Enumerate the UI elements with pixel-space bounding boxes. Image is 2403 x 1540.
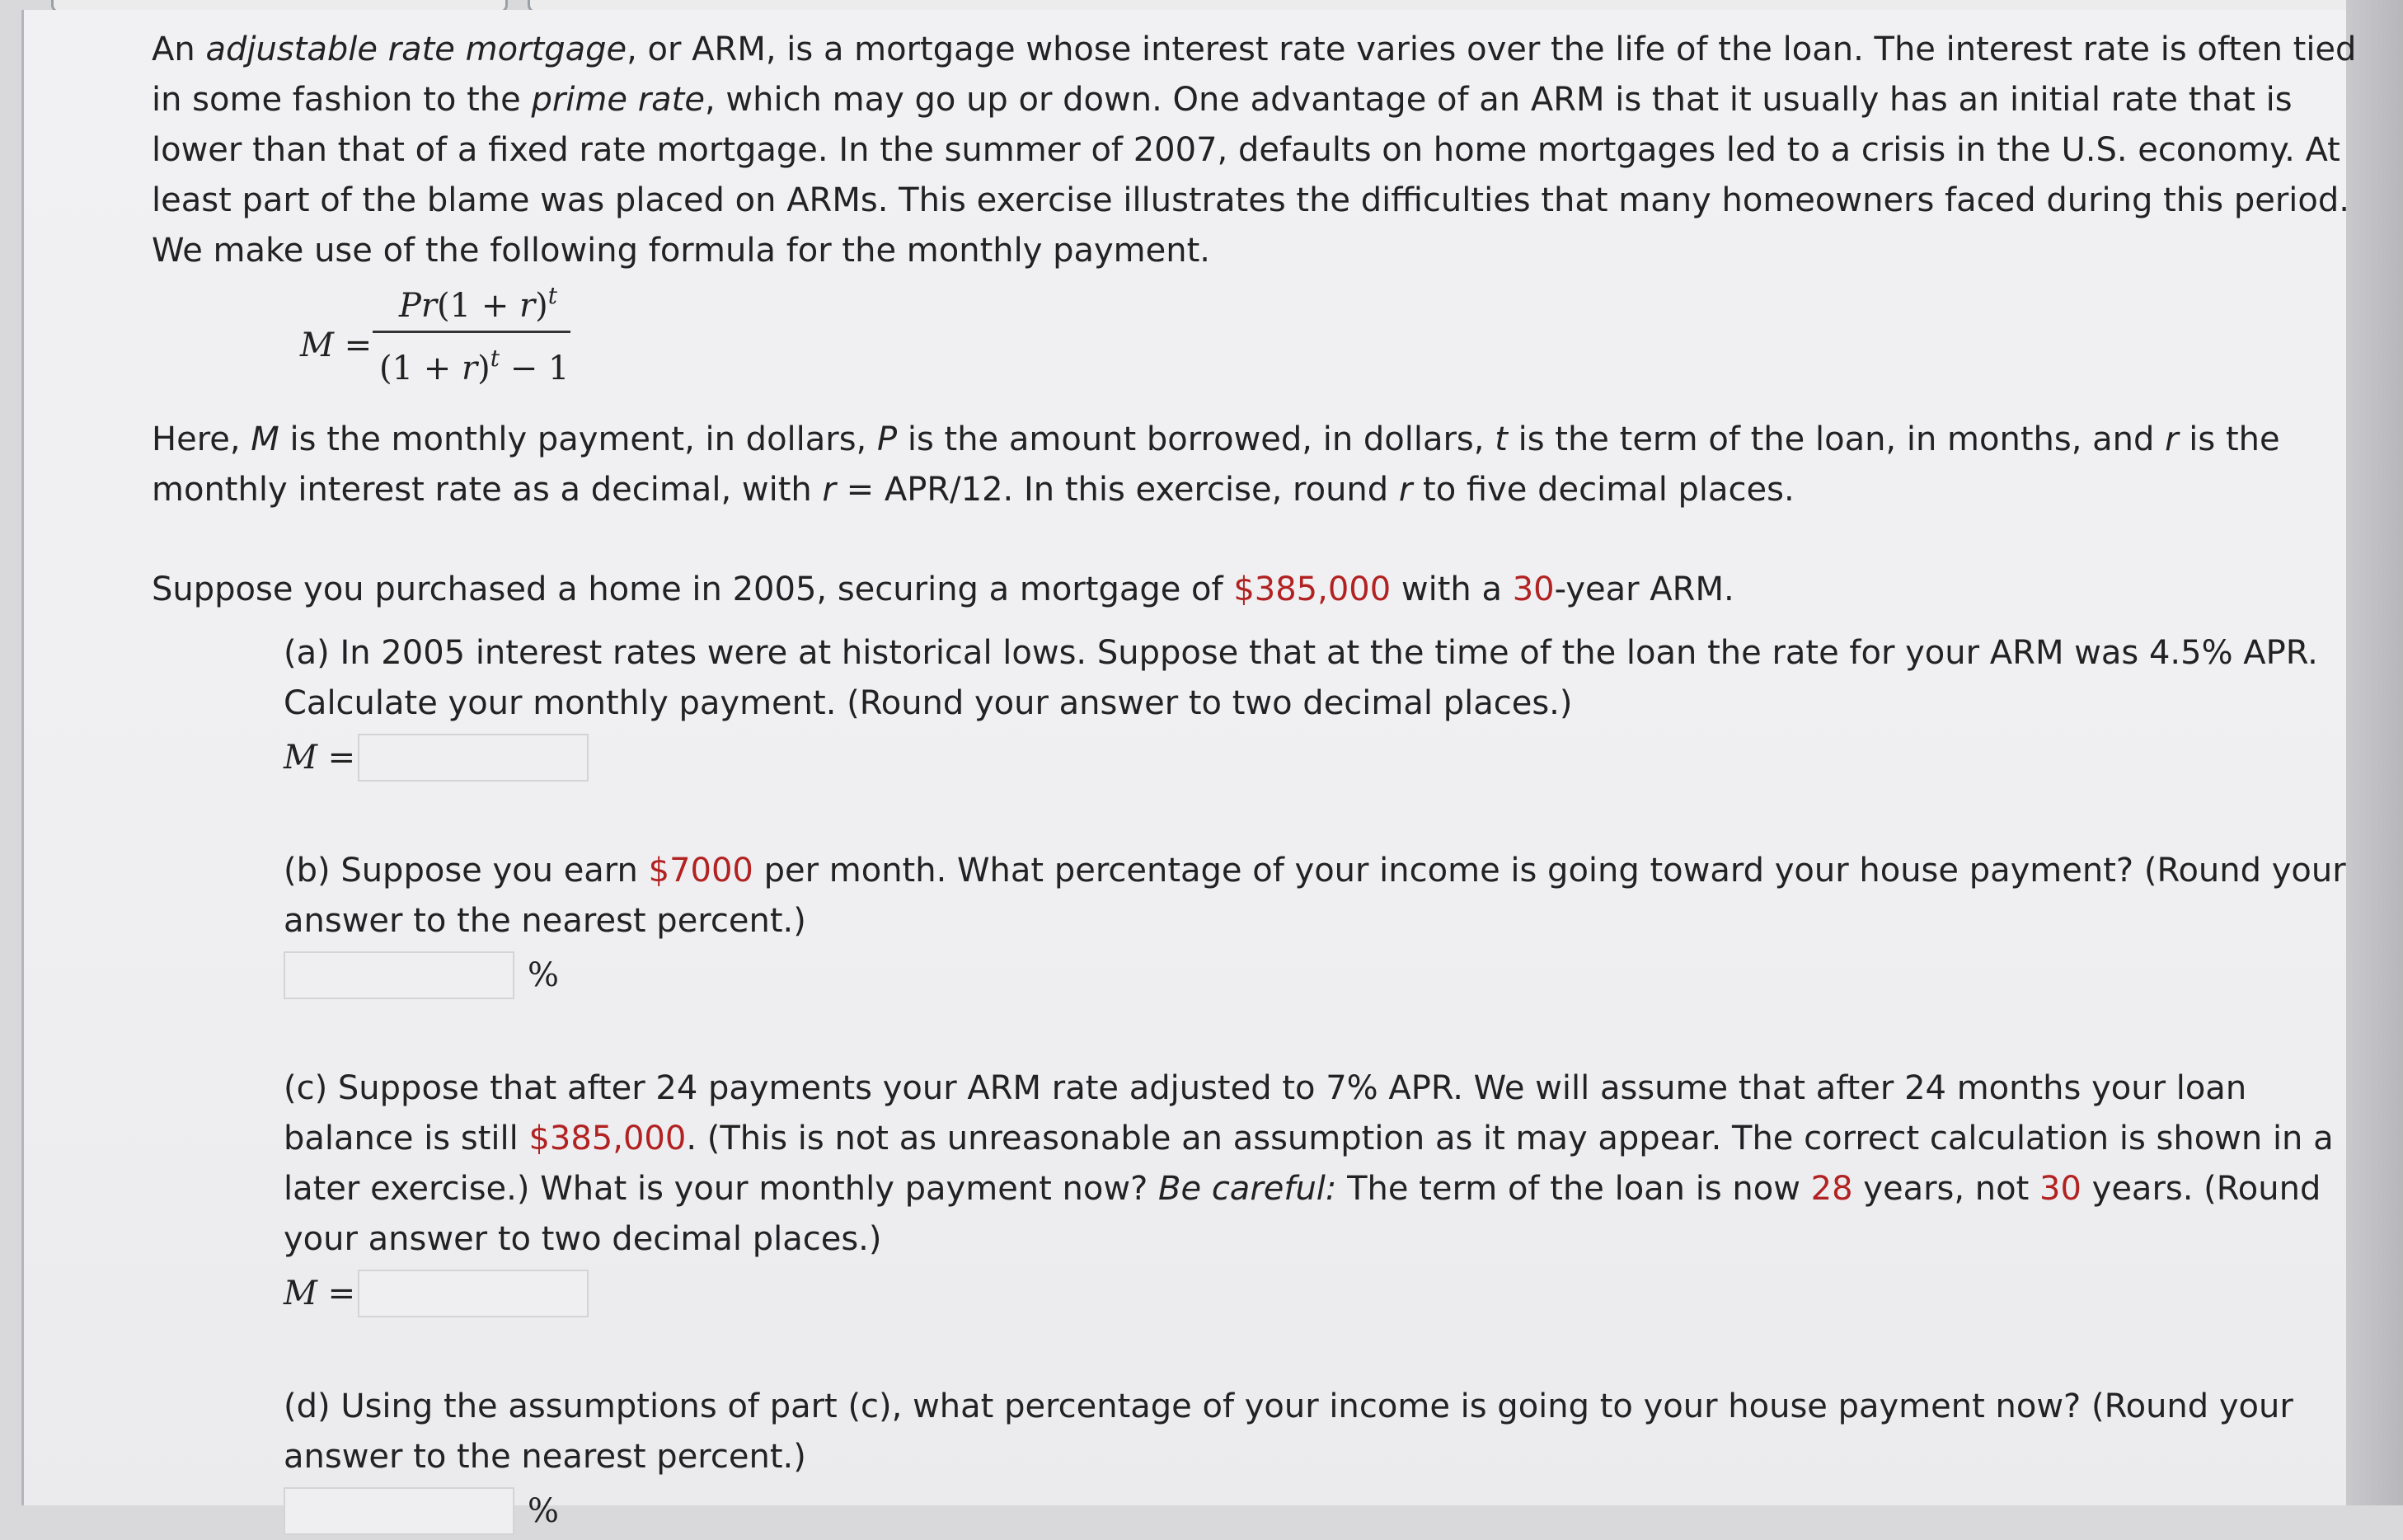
intro-paragraph <box>152 25 2361 276</box>
part-b-answer-row <box>284 946 2369 1004</box>
term-arm: adjustable rate mortgage <box>205 31 627 68</box>
term-prime-rate: prime rate <box>531 81 705 119</box>
part-c-label: M = <box>284 1274 356 1312</box>
loan-years: 30 <box>1512 570 1555 608</box>
part-c-answer-input[interactable] <box>358 1270 589 1317</box>
new-term: 28 <box>1810 1170 1853 1208</box>
part-b-answer-input[interactable] <box>284 951 514 999</box>
formula-numerator: $Pr(1 + r)^t$ <box>399 282 558 325</box>
loan-balance: $385,000 <box>528 1120 687 1157</box>
part-b-percent-unit: % <box>528 955 560 994</box>
formula-lhs: M = <box>300 326 373 364</box>
loan-amount: $385,000 <box>1233 570 1392 608</box>
formula-denominator: $(1 + r)^t - 1$ <box>379 345 570 387</box>
intro-text: , which may go up or down. One advantage of an ARM is that it usually has an initial rate that is lower than that of a fixed rate mortgage. In the summer of 2007, defaults on home mortgages led to a crisis in the U.S. economy. At least part of the blame was placed on ARMs. This exercise illustrates the difficulties that many homeowners faced during this period. We make use of the following formula for the monthly payment. <box>152 81 2349 270</box>
part-b <box>284 846 2369 1004</box>
payment-formula <box>152 281 2369 413</box>
monthly-income: $7000 <box>648 852 753 890</box>
part-d-percent-unit: % <box>528 1491 560 1530</box>
intro-text: An <box>152 31 206 68</box>
part-c-answer-row <box>284 1265 2369 1322</box>
part-b-question: (b) Suppose you earn $7000 per month. What percentage of your income is going toward your house payment? (Round your answer to the nearest percent.) <box>284 852 2346 940</box>
part-d-answer-input[interactable] <box>284 1487 514 1535</box>
part-a <box>284 628 2369 786</box>
fraction-bar <box>373 331 570 333</box>
scenario-text: Suppose you purchased a home in 2005, securing a mortgage of $385,000 with a 30-year ARM. <box>152 570 1734 608</box>
part-a-answer-input[interactable] <box>358 734 589 782</box>
part-c <box>284 1063 2369 1322</box>
part-a-question: (a) In 2005 interest rates were at historical lows. Suppose that at the time of the loan the rate for your ARM was 4.5% APR. Calculate your monthly payment. (Round your answer to two decimal places.) <box>284 634 2318 722</box>
part-a-answer-row <box>284 729 2369 786</box>
question-content <box>152 25 2369 1540</box>
part-d-answer-row <box>284 1482 2369 1540</box>
part-d-question: (d) Using the assumptions of part (c), what percentage of your income is going to your house payment now? (Round your answer to the nearest percent.) <box>284 1387 2293 1476</box>
part-c-question: (c) Suppose that after 24 payments your ARM rate adjusted to 7% APR. We will assume that after 24 months your loan balance is still $385,000. (This is not as unreasonable an assumption as it may appear. The correct calculation is shown in a later exercise.) What is your monthly payment now? Be careful: The term of the loan is now 28 years, not 30 years. (Round your answer to two decimal places.) <box>284 1069 2334 1258</box>
part-d <box>284 1382 2369 1540</box>
variable-explanation: Here, M is the monthly payment, in dollars, P is the amount borrowed, in dollars, t is the term of the loan, in months, and r is the monthly interest rate as a decimal, with r = APR/12. In this exercise, round r to five decimal places. <box>152 420 2280 509</box>
intro-text: , or ARM, is a mortgage whose interest rate varies over the life of the loan. The interest rate is often tied in some fashion to the <box>152 31 2357 119</box>
old-term: 30 <box>2039 1170 2082 1208</box>
part-a-label: M = <box>284 738 356 777</box>
